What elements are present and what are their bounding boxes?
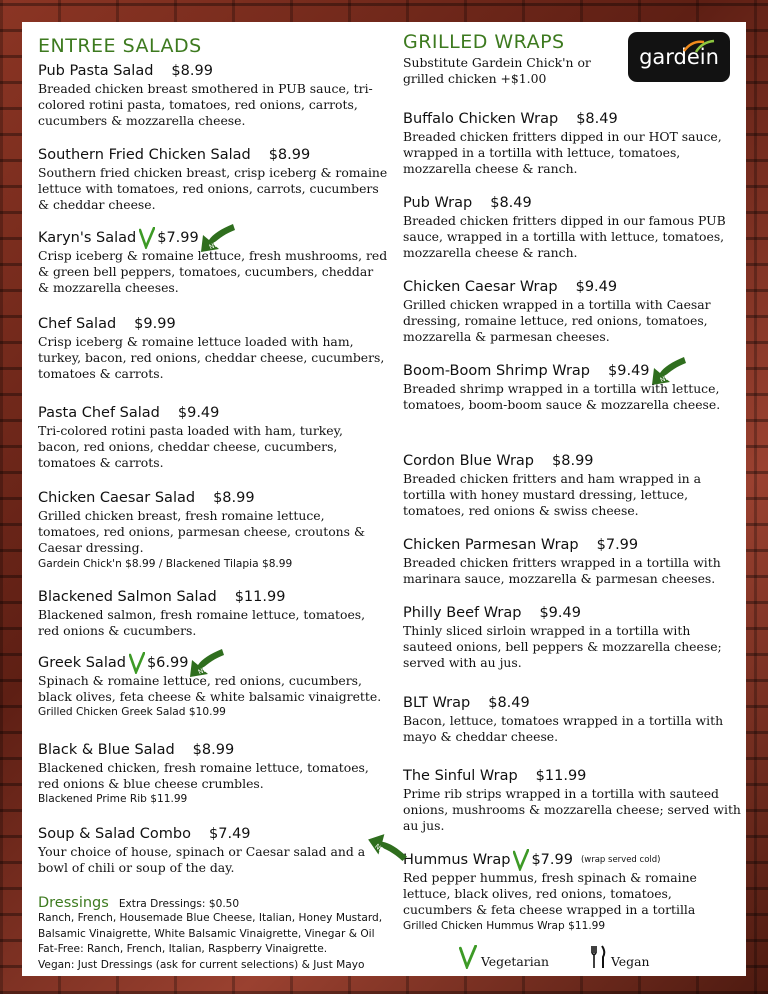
item-extra: Grilled Chicken Hummus Wrap $11.99 <box>403 919 606 932</box>
menu-item-buffalo-chicken-wrap <box>403 110 743 178</box>
dressings-line: Ranch, French, Housemade Blue Cheese, Italian, Honey Mustard, <box>38 912 383 924</box>
item-price: $11.99 <box>234 589 286 605</box>
item-name: Cordon Blue Wrap <box>403 453 535 469</box>
menu-item-karyns-salad <box>38 229 388 297</box>
item-name: Boom-Boom Shrimp Wrap <box>403 363 591 379</box>
new-badge-text: NEW <box>207 237 225 252</box>
menu-item-hummus-wrap <box>403 851 743 934</box>
menu-item-pub-wrap <box>403 194 743 262</box>
item-description: Your choice of house, spinach or Caesar salad and a bowl of chili or soup of the day. <box>38 844 366 876</box>
menu-item-chef-salad <box>38 315 388 383</box>
item-price: $8.99 <box>192 742 235 758</box>
menu-item-soup-and-salad-combo <box>38 825 391 876</box>
item-name: The Sinful Wrap <box>403 768 518 784</box>
section-title-entree-salads: ENTREE SALADS <box>38 35 202 57</box>
item-name: Karyn's Salad <box>38 230 137 246</box>
item-extra: Gardein Chick'n $8.99 / Blackened Tilapia $8.99 <box>38 557 293 570</box>
menu-item-greek-salad <box>38 654 388 720</box>
item-price: $8.49 <box>576 111 618 127</box>
new-badge-text: NEW <box>373 842 391 859</box>
item-name: Southern Fried Chicken Salad <box>38 147 251 163</box>
item-description: Blackened salmon, fresh romaine lettuce, tomatoes, red onions & cucumbers. <box>38 607 366 639</box>
item-description: Crisp iceberg & romaine lettuce, fresh mushrooms, red & green bell peppers, tomatoes, cucumbers, cheddar & mozzarella cheeses. <box>38 248 388 296</box>
menu-item-southern-fried-chicken-salad <box>38 146 388 214</box>
item-name: Pub Wrap <box>403 195 473 211</box>
item-description: Tri-colored rotini pasta loaded with ham, turkey, bacon, red onions, cheddar cheese, cucumbers, tomatoes & carrots. <box>38 423 343 471</box>
item-price: $7.99 <box>531 852 573 868</box>
item-name: Pub Pasta Salad <box>38 63 154 79</box>
item-name: Buffalo Chicken Wrap <box>403 111 559 127</box>
item-name: Chicken Caesar Wrap <box>403 279 558 295</box>
item-price: $9.49 <box>177 405 220 421</box>
dressings-extra-price: Extra Dressings: $0.50 <box>118 898 240 910</box>
legend-vegetarian-label: Vegetarian <box>481 954 550 969</box>
item-description: Southern fried chicken breast, crisp iceberg & romaine lettuce with tomatoes, red onions, carrots, cucumbers & cheddar cheese. <box>38 165 388 213</box>
menu-item-pub-pasta-salad <box>38 62 388 130</box>
logo-text: gardein <box>639 45 719 69</box>
item-description: Bacon, lettuce, tomatoes wrapped in a tortilla with mayo & cheddar cheese. <box>403 713 724 745</box>
item-price: $8.99 <box>552 453 594 469</box>
item-description: Spinach & romaine lettuce, red onions, cucumbers, black olives, feta cheese & white balsamic vinaigrette. <box>38 673 382 705</box>
item-name: Greek Salad <box>38 655 126 671</box>
item-price: $9.99 <box>134 316 176 332</box>
item-name: Hummus Wrap <box>403 852 511 868</box>
dressings-section <box>38 892 388 973</box>
vegetarian-leaf-icon <box>513 849 529 871</box>
item-price: $8.99 <box>213 490 255 506</box>
item-price: $8.99 <box>171 63 213 79</box>
item-name: Pasta Chef Salad <box>38 405 160 421</box>
section-title-grilled-wraps: GRILLED WRAPS <box>403 31 565 53</box>
item-description: Crisp iceberg & romaine lettuce loaded with ham, turkey, bacon, red onions, cheddar cheese, cucumbers, tomatoes & carrots. <box>38 334 385 382</box>
item-description: Breaded chicken fritters wrapped in a tortilla with marinara sauce, mozzarella & parmesan cheeses. <box>403 555 721 587</box>
item-price: $9.49 <box>539 605 581 621</box>
dressings-line: Fat-Free: Ranch, French, Italian, Raspberry Vinaigrette. <box>38 943 328 955</box>
new-badge-text: NEW <box>197 662 215 677</box>
vegetarian-leaf-icon <box>129 652 145 674</box>
vegetarian-leaf-icon <box>139 227 155 249</box>
vegetarian-leaf-icon <box>459 945 477 969</box>
item-description: Breaded chicken fritters and ham wrapped in a tortilla with honey mustard dressing, lettuce, tomatoes, red onions & swiss cheese. <box>403 471 701 519</box>
legend-vegetarian <box>459 944 549 969</box>
menu-item-chicken-parmesan-wrap <box>403 536 743 587</box>
menu-item-blt-wrap <box>403 694 743 745</box>
menu-item-pasta-chef-salad <box>38 404 388 472</box>
item-description: Breaded shrimp wrapped in a tortilla with lettuce, tomatoes, boom-boom sauce & mozzarella cheese. <box>403 381 721 413</box>
menu-item-black-and-blue-salad <box>38 741 388 807</box>
item-name: Chicken Parmesan Wrap <box>403 537 579 553</box>
new-badge-text: NEW <box>658 370 676 385</box>
wraps-subtitle: Substitute Gardein Chick'n or grilled chicken +$1.00 <box>403 55 591 87</box>
item-description: Blackened chicken, fresh romaine lettuce, tomatoes, red onions & blue cheese crumbles. <box>38 760 369 792</box>
item-name: Chef Salad <box>38 316 117 332</box>
fork-knife-icon <box>589 945 607 969</box>
item-price: $11.99 <box>535 768 587 784</box>
item-name: Chicken Caesar Salad <box>38 490 196 506</box>
menu-item-cordon-blue-wrap <box>403 452 743 520</box>
item-description: Grilled chicken wrapped in a tortilla with Caesar dressing, romaine lettuce, red onions, tomatoes, mozzarella & parmesan cheeses. <box>403 297 711 345</box>
item-price: $7.99 <box>157 230 199 246</box>
item-name: Philly Beef Wrap <box>403 605 522 621</box>
item-price: $8.99 <box>268 147 311 163</box>
item-price: $9.49 <box>608 363 650 379</box>
menu-item-blackened-salmon-salad <box>38 588 388 639</box>
item-price: $7.49 <box>209 826 251 842</box>
menu-panel <box>22 22 746 976</box>
item-extra: Grilled Chicken Greek Salad $10.99 <box>38 706 226 719</box>
item-extra: Blackened Prime Rib $11.99 <box>38 793 188 806</box>
item-description: Grilled chicken breast, fresh romaine lettuce, tomatoes, red onions, parmesan cheese, croutons & Caesar dressing. <box>38 508 365 556</box>
item-name: Soup & Salad Combo <box>38 826 192 842</box>
item-price: $8.49 <box>488 695 530 711</box>
logo-leaf-icon <box>682 38 716 54</box>
menu-item-philly-beef-wrap <box>403 604 743 672</box>
item-description: Breaded chicken breast smothered in PUB sauce, tri-colored rotini pasta, tomatoes, red onions, carrots, cucumbers & mozzarella cheese. <box>38 81 373 129</box>
item-price: $6.99 <box>146 655 189 671</box>
dressings-line: Vegan: Just Dressings (ask for current selections) & Just Mayo <box>38 958 365 971</box>
item-description: Breaded chicken fritters dipped in our HOT sauce, wrapped in a tortilla with lettuce, tomatoes, mozzarella cheese & ranch. <box>403 129 722 177</box>
dressings-line: Balsamic Vinaigrette, White Balsamic Vinaigrette, Vinegar & Oil <box>38 927 375 940</box>
item-price: $7.99 <box>596 537 639 553</box>
item-description: Thinly sliced sirloin wrapped in a tortilla with sauteed onions, bell peppers & mozzarella cheese; served with au jus. <box>403 623 722 671</box>
item-name: Black & Blue Salad <box>38 742 175 758</box>
item-description: Prime rib strips wrapped in a tortilla with sauteed onions, mushrooms & mozzarella cheese; served with au jus. <box>403 786 741 834</box>
item-price: $8.49 <box>490 195 532 211</box>
menu-item-chicken-caesar-salad <box>38 489 388 572</box>
item-name: Blackened Salmon Salad <box>38 589 217 605</box>
menu-item-the-sinful-wrap <box>403 767 743 835</box>
gardein-logo <box>628 32 730 82</box>
item-description: Breaded chicken fritters dipped in our famous PUB sauce, wrapped in a tortilla with lettuce, tomatoes, mozzarella cheese & ranch. <box>403 213 726 261</box>
dressings-title: Dressings <box>38 895 109 911</box>
item-price: $9.49 <box>575 279 618 295</box>
item-name: BLT Wrap <box>403 695 471 711</box>
menu-item-boom-boom-shrimp-wrap <box>403 362 743 413</box>
menu-item-chicken-caesar-wrap <box>403 278 743 346</box>
legend-vegan-label: Vegan <box>611 954 650 969</box>
item-description: Red pepper hummus, fresh spinach & romaine lettuce, black olives, red onions, tomatoes, cucumbers & feta cheese wrapped in a tortilla <box>403 870 697 918</box>
legend-vegan <box>589 944 649 969</box>
item-note: (wrap served cold) <box>580 855 661 865</box>
